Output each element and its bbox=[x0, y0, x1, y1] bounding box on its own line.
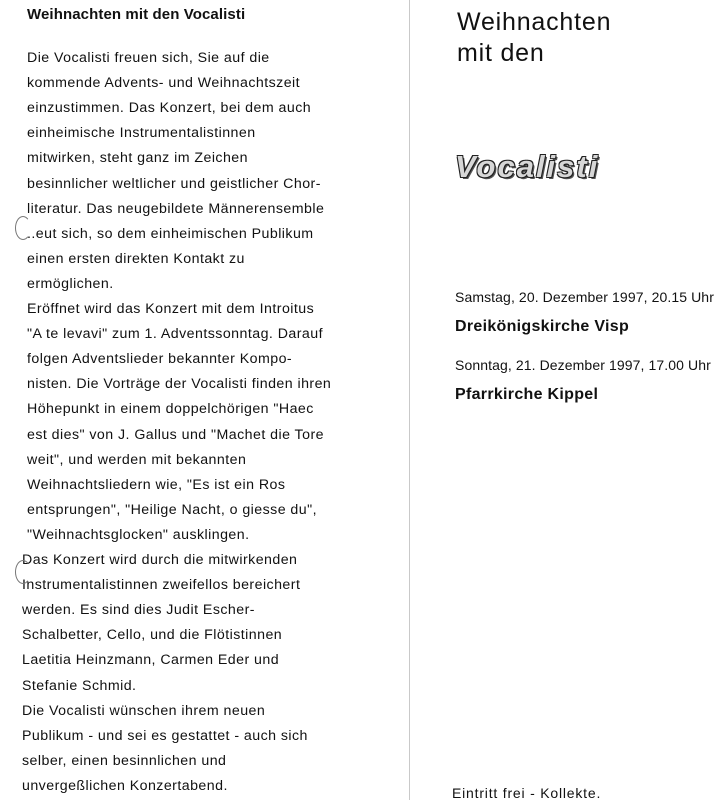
body-text-line: werden. Es sind dies Judit Escher- bbox=[22, 602, 255, 619]
cover-title-line-1: Weihnachten bbox=[457, 8, 612, 36]
body-text-line: ..eut sich, so dem einheimischen Publikum bbox=[27, 225, 314, 242]
body-text-line: Höhepunkt in einem doppelchörigen "Haec bbox=[27, 401, 314, 418]
body-text-line: Stefanie Schmid. bbox=[22, 677, 137, 694]
body-text-line: entsprungen", "Heilige Nacht, o giesse du", bbox=[27, 501, 317, 518]
event-1-date: Samstag, 20. Dezember 1997, 20.15 Uhr bbox=[455, 289, 714, 305]
body-text-line: "A te levavi" zum 1. Adventssonntag. Darauf bbox=[27, 326, 323, 343]
body-text-line: mitwirken, steht ganz im Zeichen bbox=[27, 150, 248, 167]
body-text-line: est dies" von J. Gallus und "Machet die Tore bbox=[27, 426, 324, 443]
body-text-line: einheimische Instrumentalistinnen bbox=[27, 125, 256, 142]
body-text-line: "Weihnachtsglocken" ausklingen. bbox=[27, 526, 250, 543]
binder-ring-lower bbox=[15, 560, 31, 584]
admission-note: Eintritt frei - Kollekte. bbox=[452, 785, 602, 800]
event-1-venue: Dreikönigskirche Visp bbox=[455, 318, 630, 335]
left-page-title: Weihnachten mit den Vocalisti bbox=[27, 6, 246, 23]
body-text-line: Das Konzert wird durch die mitwirkenden bbox=[22, 552, 298, 568]
body-text-line: folgen Adventslieder bekannter Kompo- bbox=[27, 351, 293, 368]
event-2-venue: Pfarrkirche Kippel bbox=[455, 386, 599, 403]
body-text-line: Schalbetter, Cello, und die Flötistinnen bbox=[22, 627, 283, 644]
body-text-line: einzustimmen. Das Konzert, bei dem auch bbox=[27, 100, 312, 117]
body-text-line: unvergeßlichen Konzertabend. bbox=[22, 777, 228, 794]
body-text-line: einen ersten direkten Kontakt zu bbox=[27, 250, 245, 267]
right-panel bbox=[410, 0, 724, 800]
body-text-line: selber, einen besinnlichen und bbox=[22, 752, 227, 769]
body-text-line: Eröffnet wird das Konzert mit dem Introitus bbox=[27, 301, 315, 317]
binder-ring-upper bbox=[15, 216, 31, 240]
body-text-line: nisten. Die Vorträge der Vocalisti finden ihren bbox=[27, 376, 332, 393]
body-text-line: besinnlicher weltlicher und geistlicher Chor- bbox=[27, 175, 321, 192]
body-text-line: Die Vocalisti freuen sich, Sie auf die bbox=[27, 50, 270, 66]
event-2-date: Sonntag, 21. Dezember 1997, 17.00 Uhr bbox=[455, 357, 711, 373]
body-text-line: Instrumentalistinnen zweifellos bereichert bbox=[22, 577, 301, 594]
body-text-line: ermöglichen. bbox=[27, 275, 114, 292]
vocalisti-logo: Vocalisti bbox=[455, 149, 600, 184]
cover-title-line-2: mit den bbox=[457, 39, 545, 67]
body-text-line: Weihnachtsliedern wie, "Es ist ein Ros bbox=[27, 476, 286, 493]
body-text-line: Die Vocalisti wünschen ihrem neuen bbox=[22, 702, 266, 719]
body-text-line: weit", und werden mit bekannten bbox=[27, 451, 247, 468]
body-text-line: kommende Advents- und Weihnachtszeit bbox=[27, 75, 301, 92]
body-text-line: Laetitia Heinzmann, Carmen Eder und bbox=[22, 652, 280, 669]
body-text-line: Publikum - und sei es gestattet - auch sich bbox=[22, 727, 308, 744]
body-text-line: literatur. Das neugebildete Männerensemble bbox=[27, 200, 325, 217]
